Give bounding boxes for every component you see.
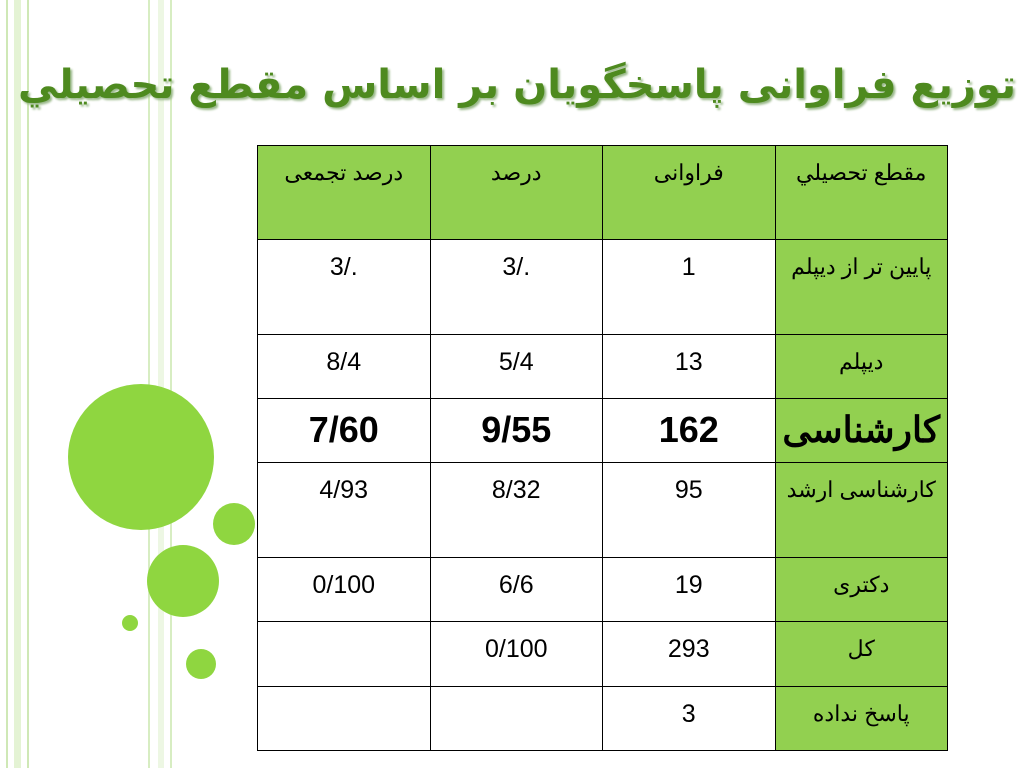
frequency-table	[257, 145, 948, 751]
header-percent: درصد	[430, 146, 603, 240]
cell-percent	[430, 687, 603, 751]
cell-frequency: 19	[603, 558, 776, 622]
table-row	[258, 622, 948, 687]
table-row	[258, 463, 948, 558]
table-header-row	[258, 146, 948, 240]
cell-cumulative: 0/100	[258, 558, 431, 622]
cell-cumulative	[258, 622, 431, 687]
cell-frequency: 293	[603, 622, 776, 687]
cell-percent: 9/55	[430, 399, 603, 463]
row-label: کارشناسی	[775, 399, 948, 463]
row-label: دیپلم	[775, 335, 948, 399]
cell-percent: 6/6	[430, 558, 603, 622]
header-education-level: مقطع تحصيلي	[775, 146, 948, 240]
cell-frequency: 1	[603, 240, 776, 335]
table-row-highlight	[258, 399, 948, 463]
cell-percent: ./3	[430, 240, 603, 335]
decor-stripe	[6, 0, 8, 768]
cell-percent: 8/32	[430, 463, 603, 558]
cell-cumulative: 8/4	[258, 335, 431, 399]
row-label: دکتری	[775, 558, 948, 622]
row-label: کل	[775, 622, 948, 687]
decor-circle	[186, 649, 216, 679]
cell-percent: 5/4	[430, 335, 603, 399]
table-row	[258, 558, 948, 622]
decor-circle	[68, 384, 214, 530]
table-row	[258, 335, 948, 399]
table-row	[258, 687, 948, 751]
decor-circle	[213, 503, 255, 545]
header-frequency: فراوانی	[603, 146, 776, 240]
table-row	[258, 240, 948, 335]
cell-cumulative: 4/93	[258, 463, 431, 558]
cell-cumulative	[258, 687, 431, 751]
cell-cumulative: ./3	[258, 240, 431, 335]
decor-circle	[147, 545, 219, 617]
row-label: کارشناسی ارشد	[775, 463, 948, 558]
row-label: پایین تر از دیپلم	[775, 240, 948, 335]
slide-title: توزیع فراوانی پاسخگویان بر اساس مقطع تحصيلي	[18, 62, 1016, 108]
decor-circle	[122, 615, 138, 631]
cell-percent: 0/100	[430, 622, 603, 687]
cell-frequency: 162	[603, 399, 776, 463]
cell-frequency: 13	[603, 335, 776, 399]
cell-frequency: 95	[603, 463, 776, 558]
row-label: پاسخ نداده	[775, 687, 948, 751]
cell-frequency: 3	[603, 687, 776, 751]
header-cumulative-percent: درصد تجمعی	[258, 146, 431, 240]
cell-cumulative: 7/60	[258, 399, 431, 463]
